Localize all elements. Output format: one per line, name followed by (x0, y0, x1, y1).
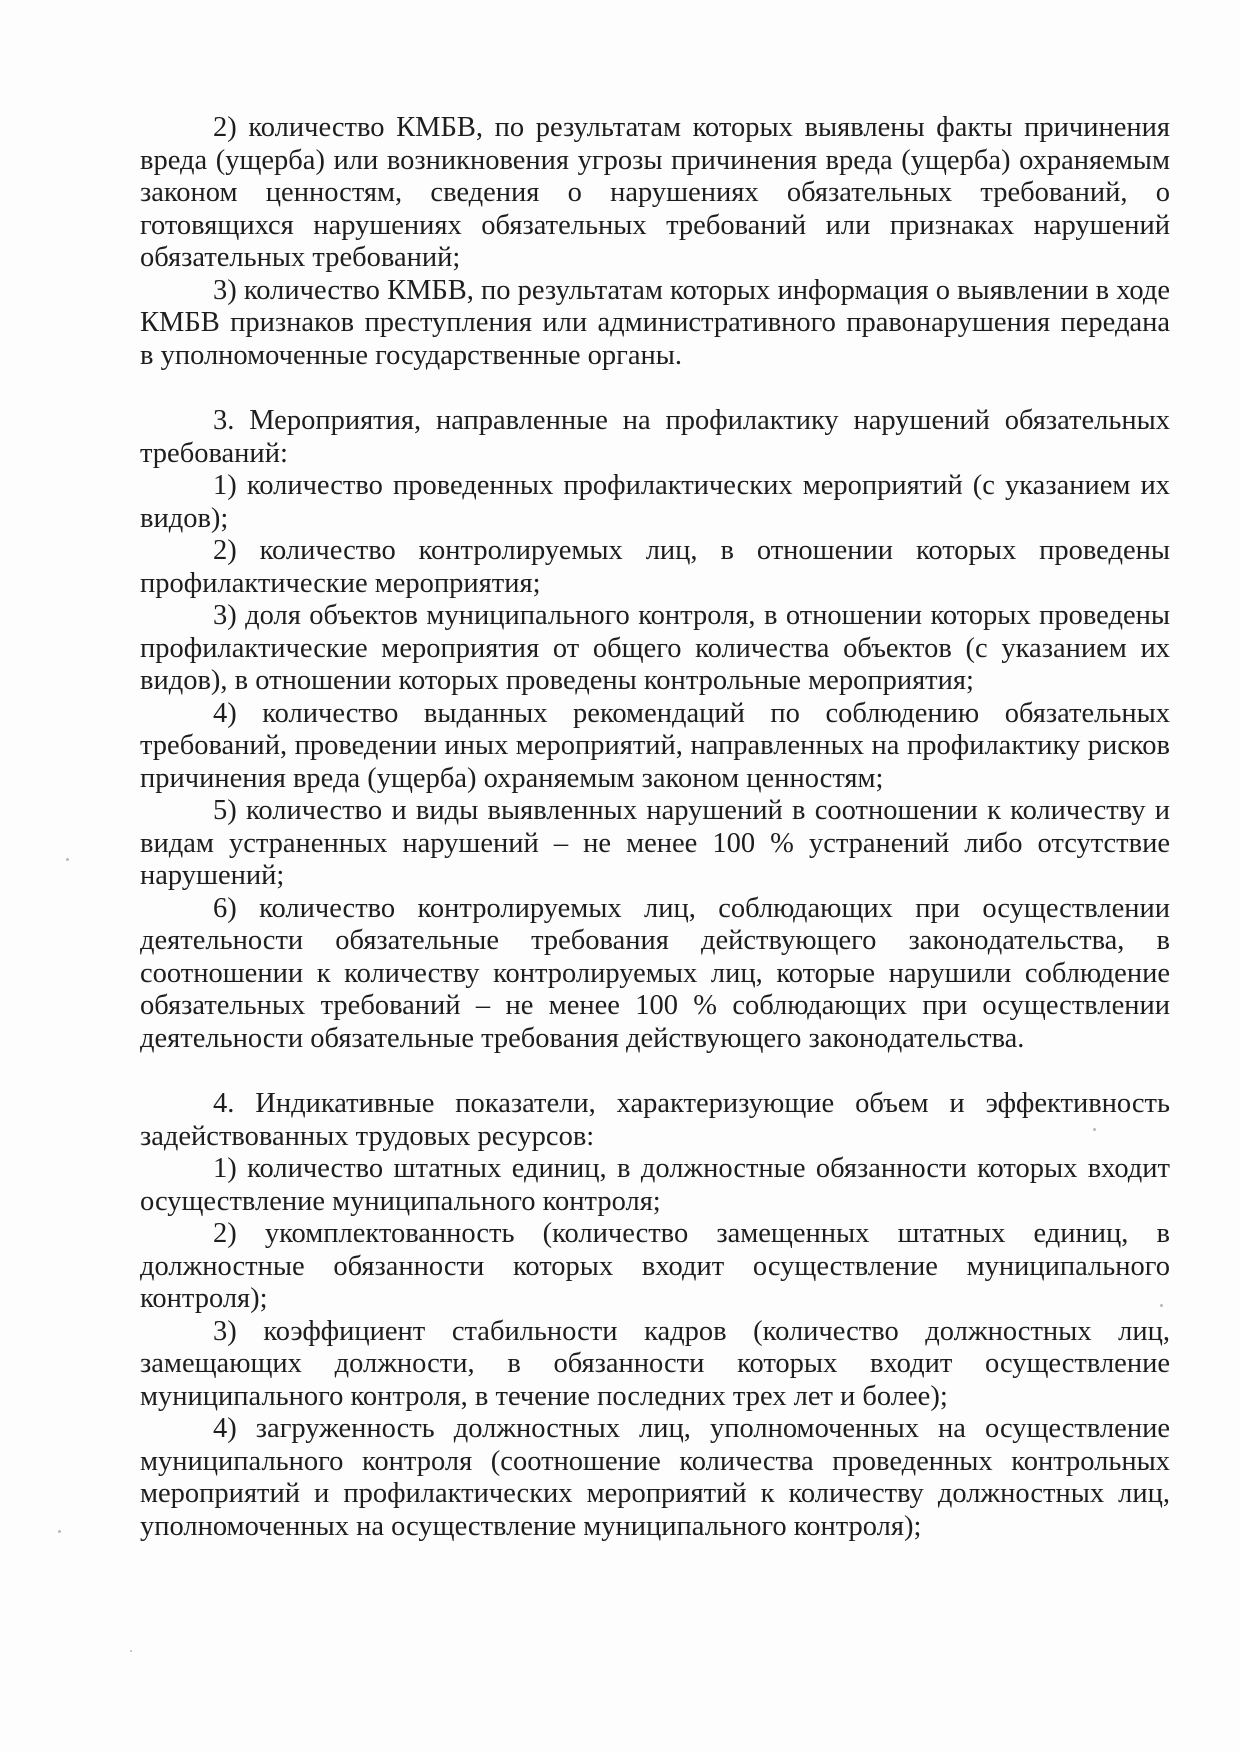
scan-speck (1093, 1128, 1096, 1131)
paragraph-section3-item6: 6) количество контролируемых лиц, соблюдающих при осуществлении деятельности обязательные требования действующего законодательства, в соотношении к количеству контролируемых лиц, которые нарушили соблюдение обязательных требований – не менее 100 % соблюдающих при осуществлении деятельности обязательные требования действующего законодательства. (140, 892, 1170, 1054)
paragraph-section4-item4: 4) загруженность должностных лиц, уполномоченных на осуществление муниципального контроля (соотношение количества проведенных контрольных мероприятий и профилактических мероприятий к количеству должностных лиц, уполномоченных на осуществление муниципального контроля); (140, 1413, 1170, 1542)
section4-heading: 4. Индикативные показатели, характеризующие объем и эффективность задействованных трудовых ресурсов: (140, 1088, 1170, 1152)
paragraph-section3-item4: 4) количество выданных рекомендаций по соблюдению обязательных требований, проведении иных мероприятий, направленных на профилактику рисков причинения вреда (ущерба) охраняемым законом ценностям; (140, 697, 1170, 794)
paragraph-section3-item5: 5) количество и виды выявленных нарушений в соотношении к количеству и видам устраненных нарушений – не менее 100 % устранений либо отсутствие нарушений; (140, 795, 1170, 891)
paragraph-section2-item2: 2) количество КМБВ, по результатам которых выявлены факты причинения вреда (ущерба) или возникновения угрозы причинения вреда (ущерба) охраняемым законом ценностям, сведения о нарушениях обязательных требований, о готовящихся нарушениях обязательных требований или признаках нарушений обязательных требований; (140, 112, 1170, 273)
scan-speck (66, 858, 69, 861)
paragraph-section2-item3: 3) количество КМБВ, по результатам которых информация о выявлении в ходе КМБВ признаков преступления или административного правонарушения передана в уполномоченные государственные органы. (140, 274, 1170, 371)
paragraph-section3-item1: 1) количество проведенных профилактических мероприятий (с указанием их видов); (140, 470, 1170, 534)
scan-speck (58, 1530, 61, 1533)
paragraph-section3-item3: 3) доля объектов муниципального контроля, в отношении которых проведены профилактические мероприятия от общего количества объектов (с указанием их видов), в отношении которых проведены контрольные мероприятия; (140, 600, 1170, 696)
paragraph-section4-item2: 2) укомплектованность (количество замещенных штатных единиц, в должностные обязанности которых входит осуществление муниципального контроля); (140, 1218, 1170, 1314)
scan-speck (130, 1650, 132, 1652)
paragraph-section4-item1: 1) количество штатных единиц, в должностные обязанности которых входит осуществление муниципального контроля; (140, 1153, 1170, 1217)
document-body (140, 112, 1170, 1543)
paragraph-section3-item2: 2) количество контролируемых лиц, в отношении которых проведены профилактические мероприятия; (140, 535, 1170, 599)
section3-heading: 3. Мероприятия, направленные на профилактику нарушений обязательных требований: (140, 405, 1170, 469)
paragraph-section4-item3: 3) коэффициент стабильности кадров (количество должностных лиц, замещающих должности, в обязанности которых входит осуществление муниципального контроля, в течение последних трех лет и более); (140, 1315, 1170, 1412)
scan-speck (1160, 1304, 1163, 1307)
